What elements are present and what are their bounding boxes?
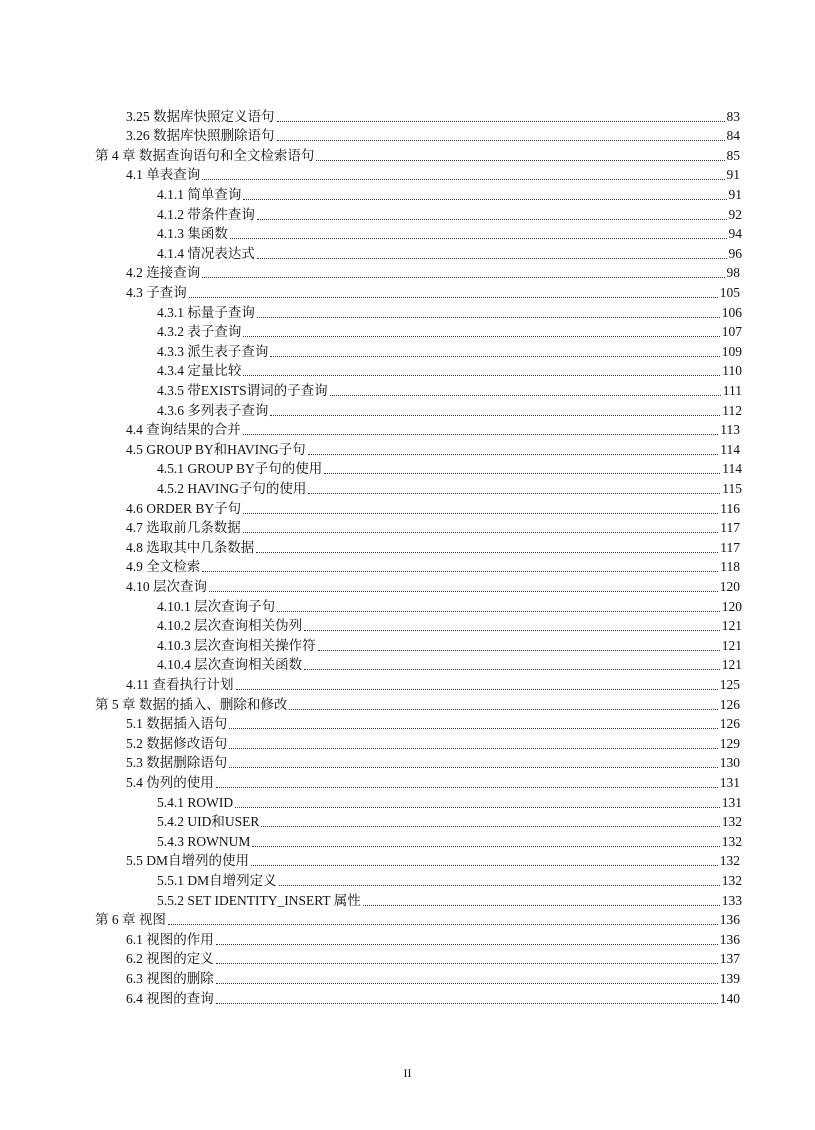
toc-entry-page: 139 — [719, 970, 740, 986]
dot-leader — [216, 775, 718, 788]
toc-entry[interactable] — [126, 556, 740, 576]
toc-entry-title: 6.3 视图的删除 — [126, 970, 214, 986]
toc-entry-title: 4.3 子查询 — [126, 284, 187, 300]
dot-leader — [277, 128, 725, 141]
toc-entry[interactable] — [157, 791, 742, 811]
toc-entry-page: 121 — [721, 657, 742, 673]
toc-entry[interactable] — [157, 889, 742, 909]
toc-entry-page: 132 — [721, 872, 742, 888]
toc-entry[interactable] — [157, 458, 742, 478]
toc-entry-page: 114 — [720, 441, 740, 457]
dot-leader — [277, 109, 725, 122]
toc-entry-title: 4.1.3 集函数 — [157, 226, 228, 242]
toc-entry-page: 83 — [726, 108, 740, 124]
toc-entry[interactable] — [126, 419, 740, 439]
dot-leader — [168, 912, 718, 925]
toc-entry[interactable] — [126, 967, 740, 987]
toc-entry-title: 4.3.2 表子查询 — [157, 324, 242, 340]
toc-entry-page: 92 — [728, 206, 742, 222]
toc-entry-page: 107 — [721, 324, 742, 340]
toc-entry-title: 5.5.1 DM自增列定义 — [157, 872, 277, 888]
toc-entry-title: 6.4 视图的查询 — [126, 990, 214, 1006]
toc-entry-title: 3.25 数据库快照定义语句 — [126, 108, 275, 124]
toc-entry[interactable] — [157, 399, 742, 419]
toc-entry-page: 116 — [720, 500, 740, 516]
toc-entry-title: 5.2 数据修改语句 — [126, 735, 228, 751]
dot-leader — [216, 932, 718, 945]
toc-entry-page: 118 — [720, 559, 740, 575]
toc-entry-title: 4.3.6 多列表子查询 — [157, 402, 269, 418]
toc-entry-title: 4.6 ORDER BY子句 — [126, 500, 242, 516]
toc-entry-page: 96 — [728, 245, 742, 261]
dot-leader — [216, 951, 718, 964]
dot-leader — [257, 305, 720, 318]
toc-entry[interactable] — [157, 183, 742, 203]
toc-entry-page: 125 — [719, 676, 740, 692]
dot-leader — [279, 873, 720, 886]
dot-leader — [229, 736, 718, 749]
toc-entry[interactable] — [157, 223, 742, 243]
dot-leader — [229, 755, 718, 768]
toc-entry-page: 131 — [721, 794, 742, 810]
toc-entry-title: 4.3.5 带EXISTS谓词的子查询 — [157, 382, 328, 398]
toc-entry[interactable] — [126, 281, 740, 301]
toc-entry[interactable] — [126, 713, 740, 733]
toc-entry-title: 5.1 数据插入语句 — [126, 716, 228, 732]
toc-entry-page: 136 — [719, 931, 740, 947]
dot-leader — [330, 383, 721, 396]
toc-entry-page: 132 — [721, 833, 742, 849]
toc-entry-page: 136 — [719, 912, 740, 928]
toc-entry-title: 5.4 伪列的使用 — [126, 774, 214, 790]
toc-entry[interactable] — [157, 830, 742, 850]
toc-entry[interactable] — [126, 125, 740, 145]
toc-entry-title: 5.5.2 SET IDENTITY_INSERT 属性 — [157, 892, 361, 908]
dot-leader — [316, 148, 724, 161]
dot-leader — [229, 716, 718, 729]
toc-entry[interactable] — [157, 869, 742, 889]
toc-entry[interactable] — [126, 850, 740, 870]
dot-leader — [243, 324, 719, 337]
toc-entry-title: 6.1 视图的作用 — [126, 931, 214, 947]
toc-entry-page: 120 — [721, 598, 742, 614]
toc-entry-page: 121 — [721, 618, 742, 634]
toc-entry-page: 130 — [719, 755, 740, 771]
dot-leader — [243, 501, 718, 514]
toc-entry-title: 第 6 章 视图 — [95, 912, 166, 928]
toc-entry-page: 112 — [722, 402, 742, 418]
toc-entry-page: 113 — [720, 422, 740, 438]
toc-entry[interactable] — [126, 673, 740, 693]
dot-leader — [318, 638, 720, 651]
toc-entry-page: 91 — [728, 186, 742, 202]
toc-entry[interactable] — [157, 360, 742, 380]
toc-entry[interactable] — [126, 732, 740, 752]
dot-leader — [257, 246, 727, 259]
toc-entry-page: 132 — [721, 814, 742, 830]
toc-entry-page: 137 — [719, 951, 740, 967]
toc-entry[interactable] — [126, 164, 740, 184]
toc-entry-title: 第 4 章 数据查询语句和全文检索语句 — [95, 147, 315, 163]
dot-leader — [243, 422, 719, 435]
dot-leader — [189, 285, 718, 298]
toc-entry-page: 117 — [720, 539, 740, 555]
dot-leader — [304, 657, 720, 670]
toc-entry-title: 4.1 单表查询 — [126, 167, 201, 183]
toc-entry-page: 126 — [719, 696, 740, 712]
toc-entry-title: 4.3.1 标量子查询 — [157, 304, 255, 320]
dot-leader — [308, 481, 720, 494]
dot-leader — [243, 187, 726, 200]
toc-entry[interactable] — [95, 909, 740, 929]
toc-entry[interactable] — [126, 987, 740, 1007]
toc-entry-title: 4.10.1 层次查询子句 — [157, 598, 276, 614]
toc-entry-page: 133 — [721, 892, 742, 908]
toc-entry-page: 111 — [722, 382, 742, 398]
toc-entry-page: 109 — [721, 343, 742, 359]
dot-leader — [277, 599, 720, 612]
toc-entry[interactable] — [126, 752, 740, 772]
toc-entry-page: 84 — [726, 128, 740, 144]
toc-entry-page: 120 — [719, 578, 740, 594]
toc-entry-title: 4.5.2 HAVING子句的使用 — [157, 480, 307, 496]
toc-entry[interactable] — [95, 693, 740, 713]
page-number: II — [403, 1066, 412, 1080]
toc-entry[interactable] — [126, 438, 740, 458]
dot-leader — [252, 834, 719, 847]
toc-entry-page: 117 — [720, 520, 740, 536]
toc-entry-title: 4.1.1 简单查询 — [157, 186, 242, 202]
dot-leader — [256, 540, 718, 553]
toc-entry[interactable] — [157, 242, 742, 262]
toc-entry-title: 第 5 章 数据的插入、删除和修改 — [95, 696, 288, 712]
dot-leader — [202, 559, 718, 572]
toc-entry-title: 4.3.3 派生表子查询 — [157, 343, 269, 359]
toc-entry-title: 4.7 选取前几条数据 — [126, 520, 241, 536]
toc-entry-page: 98 — [726, 265, 740, 281]
toc-entry-title: 4.10 层次查询 — [126, 578, 207, 594]
toc-entry-page: 115 — [722, 480, 742, 496]
toc-entry-title: 4.4 查询结果的合并 — [126, 422, 241, 438]
toc-entry-page: 85 — [726, 147, 740, 163]
toc-entry[interactable] — [126, 497, 740, 517]
toc-entry[interactable] — [157, 595, 742, 615]
toc-entry[interactable] — [126, 928, 740, 948]
toc-entry[interactable] — [157, 811, 742, 831]
toc-entry-title: 4.1.4 情况表达式 — [157, 245, 255, 261]
toc-entry-title: 4.10.4 层次查询相关函数 — [157, 657, 303, 673]
dot-leader — [363, 893, 720, 906]
toc-entry[interactable] — [126, 575, 740, 595]
toc-entry-title: 4.8 选取其中几条数据 — [126, 539, 255, 555]
dot-leader — [261, 814, 719, 827]
toc-entry-title: 4.3.4 定量比较 — [157, 363, 242, 379]
toc-entry-page: 126 — [719, 716, 740, 732]
toc-entry[interactable] — [126, 771, 740, 791]
toc-entry[interactable] — [157, 477, 742, 497]
dot-leader — [243, 520, 719, 533]
toc-entry[interactable] — [157, 203, 742, 223]
toc-entry-page: 121 — [721, 637, 742, 653]
dot-leader — [216, 971, 718, 984]
dot-leader — [251, 853, 718, 866]
dot-leader — [230, 226, 727, 239]
toc-entry[interactable] — [157, 634, 742, 654]
toc-entry-title: 4.11 查看执行计划 — [126, 676, 234, 692]
toc-entry[interactable] — [157, 340, 742, 360]
dot-leader — [270, 403, 720, 416]
toc-entry-title: 5.4.1 ROWID — [157, 794, 234, 810]
dot-leader — [308, 442, 719, 455]
toc-entry[interactable] — [157, 615, 742, 635]
dot-leader — [243, 363, 720, 376]
toc-entry-page: 140 — [719, 990, 740, 1006]
toc-entry-title: 4.5 GROUP BY和HAVING子句 — [126, 441, 306, 457]
toc-entry[interactable] — [126, 262, 740, 282]
toc-entry[interactable] — [126, 105, 740, 125]
toc-entry[interactable] — [157, 654, 742, 674]
toc-entry-title: 4.5.1 GROUP BY子句的使用 — [157, 461, 323, 477]
dot-leader — [324, 461, 720, 474]
toc-entry[interactable] — [157, 379, 742, 399]
toc-entry[interactable] — [157, 301, 742, 321]
toc-entry-title: 3.26 数据库快照删除语句 — [126, 128, 275, 144]
toc-entry-page: 94 — [728, 226, 742, 242]
toc-entry-page: 106 — [721, 304, 742, 320]
toc-entry-title: 4.10.2 层次查询相关伪列 — [157, 618, 303, 634]
toc-entry-page: 132 — [719, 853, 740, 869]
toc-entry[interactable] — [126, 948, 740, 968]
toc-entry[interactable] — [126, 517, 740, 537]
toc-entry-page: 114 — [722, 461, 742, 477]
toc-entry[interactable] — [157, 321, 742, 341]
dot-leader — [202, 265, 724, 278]
toc-entry[interactable] — [95, 144, 740, 164]
dot-leader — [202, 167, 724, 180]
toc-entry-title: 4.2 连接查询 — [126, 265, 201, 281]
toc-entry-page: 91 — [726, 167, 740, 183]
toc-entry-title: 4.1.2 带条件查询 — [157, 206, 255, 222]
toc-entry-title: 5.4.3 ROWNUM — [157, 833, 251, 849]
toc-entry-title: 5.4.2 UID和USER — [157, 814, 260, 830]
dot-leader — [304, 618, 720, 631]
toc-entry[interactable] — [126, 536, 740, 556]
toc-entry-title: 6.2 视图的定义 — [126, 951, 214, 967]
dot-leader — [289, 697, 717, 710]
dot-leader — [209, 579, 718, 592]
toc-entry-page: 110 — [722, 363, 742, 379]
toc-entry-title: 4.9 全文检索 — [126, 559, 201, 575]
dot-leader — [270, 344, 719, 357]
toc-entry-page: 105 — [719, 284, 740, 300]
dot-leader — [235, 795, 720, 808]
toc-entry-title: 5.3 数据删除语句 — [126, 755, 228, 771]
dot-leader — [257, 207, 727, 220]
toc-entry-page: 129 — [719, 735, 740, 751]
toc-entry-title: 4.10.3 层次查询相关操作符 — [157, 637, 316, 653]
dot-leader — [236, 677, 718, 690]
toc-entry-title: 5.5 DM自增列的使用 — [126, 853, 250, 869]
toc-entry-page: 131 — [719, 774, 740, 790]
dot-leader — [216, 991, 718, 1004]
